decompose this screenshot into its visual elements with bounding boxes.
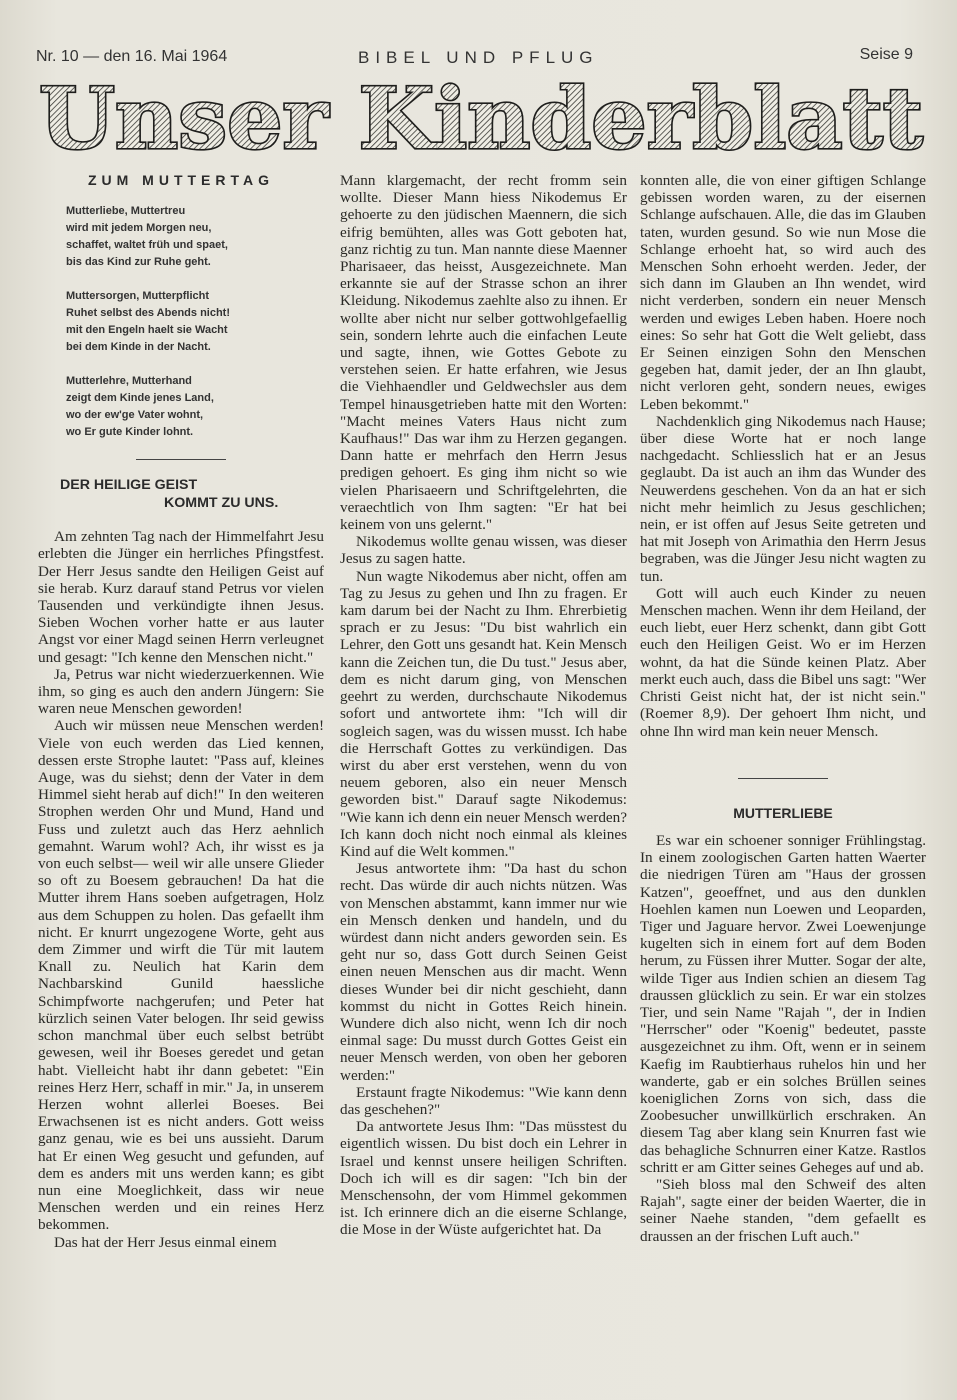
poem-line: zeigt dem Kinde jenes Land, bbox=[66, 392, 214, 405]
article-body-mutterliebe bbox=[640, 832, 926, 1245]
paragraph: Es war ein schoener sonniger Frühlingstag. In einem zoologischen Garten hatten Waerter die niedrigen Türen am "Haus der grossen Katzen", geoeffnet, und aus den dunklen Hoehlen kamen nun Loewen und Leoparden, Tiger und Jaguare hervor. Zwei Loewenjunge kugelten sich in einem fort auf dem Boden herum, zu Füssen ihrer Mutter. Sogar der alte, wilde Tiger aus Indien schien an diesem Tag draussen glücklich zu sein. Er war ein stolzes Tier, und sein Name "Rajah ", der in Indien "Herrscher" oder "Koenig" bedeutet, passte ausgezeichnet zu ihm. Oft, wenn er in seinem Kaefig im Raubtierhaus ruhelos hin und her wanderte, gab er ein solches Brüllen seines koeniglichen Zorns von sich, dass die Zoobesucher unwillkürlich erschraken. An diesem Tag aber klang sein Knurren fast wie das behagliche Schnurren einer Katze. Rastlos schritt er am Gitter seines Geheges auf und ab. bbox=[640, 831, 926, 1176]
poem-line: Mutterliebe, Muttertreu bbox=[66, 205, 186, 218]
column-1 bbox=[38, 172, 324, 1372]
divider bbox=[136, 459, 226, 460]
divider bbox=[738, 778, 828, 779]
paragraph: "Sieh bloss mal den Schweif des alten Rajah", sagte einer der beiden Waerter, die in seiner Naehe standen, "dem gefaellt es draussen an der frischen Luft auch." bbox=[640, 1175, 926, 1245]
paragraph: Jesus antwortete ihm: "Da hast du schon recht. Das würde dir auch nichts nützen. Was von Menschen abstammt, kann immer nur wie ein Mensch denken und handeln, und du würdest dann nicht anders geworden sein. Es geht nur so, dass Gott durch Seinen Geist einen neuen Menschen aus dir macht. Wenn dieses Wunder bei dir nicht geschieht, dann kommst du nicht in Gottes Reich hinein. Wundere dich also nicht, wenn Ich dir noch einmal sage: Du musst durch Gottes Geist ein neuer Mensch werden, von oben her geboren werden:" bbox=[340, 860, 627, 1084]
paragraph: Da antwortete Jesus Ihm: "Das müsstest du eigentlich wissen. Du bist doch ein Lehrer in Israel und kennst unsere heiligen Schriften. Doch ich will es dir sagen: "Ich bin der Menschensohn, der vom Himmel gekommen ist. Ich erinnere dich an die eiserne Schlange, die Mose in der Wüste aufgerichtet hat. Da bbox=[340, 1118, 627, 1239]
poem-line: wird mit jedem Morgen neu, bbox=[66, 222, 212, 235]
poem-line: wo Er gute Kinder lohnt. bbox=[66, 426, 194, 439]
poem-line: bei dem Kinde in der Nacht. bbox=[66, 341, 211, 354]
issue-date: Nr. 10 — den 16. Mai 1964 bbox=[36, 48, 228, 65]
poem-line: mit den Engeln haelt sie Wacht bbox=[66, 324, 228, 337]
poem-line: Ruhet selbst des Abends nicht! bbox=[66, 307, 231, 320]
article-title-line-2: KOMMT ZU UNS. bbox=[164, 495, 279, 512]
poem-stanza bbox=[66, 373, 324, 441]
column-3 bbox=[640, 172, 926, 1372]
poem-line: bis das Kind zur Ruhe geht. bbox=[66, 256, 211, 269]
poem-body bbox=[66, 203, 324, 441]
paragraph: Erstaunt fragte Nikodemus: "Wie kann denn das geschehen?" bbox=[340, 1083, 627, 1118]
page-number: Seise 9 bbox=[859, 46, 913, 63]
article-title-line-1: DER HEILIGE GEIST bbox=[60, 477, 198, 494]
column-2 bbox=[340, 172, 627, 1372]
paragraph: Nun wagte Nikodemus aber nicht, offen am Tag zu Jesus zu gehen und Ihn zu fragen. Er kam darum bei der Nacht zu Ihm. Ehrerbietig sprach er zu Jesus: "Du bist wahrlich ein Lehrer, den Gott uns gesandt hat. Kein Mensch kann die Zeichen tun, die Du tust." Jesus aber, dem es nicht darum ging, von Menschen geehrt zu werden, durchschaute Nikodemus sofort und antwortete ihm: "Ich will dir sogleich sagen, was du wissen musst. Ich habe die Herrschaft Gottes zu verkündigen. Das wirst du aber erst verstehen, wenn du von neuem geboren, also ein neuer Mensch geworden bist." Darauf sagte Nikodemus: "Wie kann ich denn ein neuer Mensch werden? Ich kann doch nicht noch einmal als kleines Kind auf die Welt kommen." bbox=[340, 567, 627, 860]
paragraph: Ja, Petrus war nicht wiederzuerkennen. Wie ihm, so ging es auch den andern Jüngern: Sie waren neue Menschen geworden! bbox=[38, 665, 324, 718]
paragraph: Nikodemus wollte genau wissen, was dieser Jesus zu sagen hatte. bbox=[340, 533, 627, 568]
poem-line: Mutterlehre, Mutterhand bbox=[66, 375, 192, 388]
article-title bbox=[38, 476, 324, 512]
paragraph: Gott will auch euch Kinder zu neuen Menschen machen. Wenn ihr dem Heiland, der euch liebt, euer Herz schenkt, dann gibt Gott euch den Heiligen Geist. Wo er im Herzen wohnt, da hat die Sünde keinen Platz. Aber merkt euch auch, dass die Bibel uns sagt: "Wer Christi Geist nicht hat, der ist nicht sein." (Roemer 8,9). Der gehoert Ihm nicht, und ohne Ihn wird man kein neuer Mensch. bbox=[640, 584, 926, 740]
poem-stanza bbox=[66, 203, 324, 271]
poem-line: Muttersorgen, Mutterpflicht bbox=[66, 290, 209, 303]
publication-name: BIBEL UND PFLUG bbox=[358, 48, 599, 67]
masthead-title bbox=[36, 80, 926, 160]
paragraph: Auch wir müssen neue Menschen werden! Viele von euch werden das Lied kennen, dessen erste Strophe lautet: "Pass auf, kleines Auge, was du siehst; denn der Vater in dem Himmel sieht herab auf dich!" In den weiteren Strophen werden Ohr und Mund, Hand und Fuss und zuletzt auch das Herz aehnlich gemahnt. Warum wohl? Ach, ihr wisst es ja von euch selbst— weil wir alle unsere Glieder so oft zu Boesem gebrauchen! Da hat die Mutter ihrem Hans soeben aufgetragen, Holz aus dem Schuppen zu holen. Das gefaellt ihm nicht. Er knurrt ungezogene Worte, geht aus dem Zimmer und wirft die Tür mit lautem Knall zu. Neulich hat Karin dem Nachbarskind Gunild haessliche Schimpfworte nachgerufen; und Peter hat kürzlich seinen Vater belogen. Ihr seid gewiss schon manchmal über euch selbst betrübt gewesen, weil ihr Boeses geredet und getan habt. Vielleicht habt ihr dann gebetet: "Ein reines Herz Herr, schaff in mir." Ja, in unserem Herzen wohnt allerlei Boeses. Bei Erwachsenen ist es nicht anders. Gott weiss ganz genau, wie es bei uns aussieht. Darum hat Er einen Weg gesucht und gefunden, auf dem es anders mit uns werden kann; es gibt nun eine Moeglichkeit, dass wir neue Menschen werden und ein reines Herz bekommen. bbox=[38, 717, 324, 1234]
article-body-col1 bbox=[38, 528, 324, 1251]
poem-title: ZUM MUTTERTAG bbox=[87, 172, 275, 188]
article-body-col3 bbox=[640, 172, 926, 740]
svg-text:Unser Kinderblatt: Unser Kinderblatt bbox=[39, 80, 924, 160]
paragraph: Am zehnten Tag nach der Himmelfahrt Jesu erlebten die Jünger ein herrliches Pfingstfest. Der Herr Jesus sandte den Heiligen Geist auf sie herab. Kurz darauf stand Petrus vor vielen Tausenden und verkündigte ihnen Jesus. Sieben Wochen vorher hatte er aus lauter Angst vor einer Magd seinen Herrn verleugnet und gesagt: "Ich kenne den Menschen nicht." bbox=[38, 528, 324, 666]
paragraph: Das hat der Herr Jesus einmal einem bbox=[54, 1233, 277, 1251]
paragraph: Mann klargemacht, der recht fromm sein wollte. Dieser Mann hiess Nikodemus Er gehoerte zu den jüdischen Maennern, die sich eifrig bemühten, alles was Gott geboten hat, ganz richtig zu tun. Man nannte diese Maenner Pharisaeer, das heisst, Ausgezeichnete. Man erkannte sie auf der Strasse schon an ihrer Kleidung. Nikodemus zaehlte also zu ihnen. Er wollte aber nicht nur selber gottwohlgefaellig sein, sondern lehrte auch die einfachen Leute und sagte, ihnen, wie Gottes Gebote zu verstehen seien. Er hatte erfahren, wie Jesus die Viehhaendler und Geldwechsler aus dem Tempel hinausgetrieben hatte mit den Worten: "Macht meines Vaters Haus nicht zum Kaufhaus!" Das war ihm zu Herzen gegangen. Dann hatte er mehrfach den Herrn Jesus predigen gehoert. Es ging ihm nicht so wie vielen Pharisaeern und Schriftgelehrten, die veraechtlich von Ihm sagten: "Er hat bei keinem von uns gelernt." bbox=[340, 172, 627, 534]
paragraph: konnten alle, die von einer giftigen Schlange gebissen worden waren, zu der eisernen Schlange aufschauen. Alle, die das im Glauben taten, wurden gesund. So wie nun Mose die Schlange erhoeht hat, so wird auch des Menschen Sohn erhoeht werden. Jeder, der sich dann im Glauben an Ihn wendet, wird nicht verderben, sondern ein neuer Mensch werden und ewiges Leben haben. Hoere noch eines: So sehr hat Gott die Welt geliebt, dass Er Seinen einzigen Sohn den Menschen gegeben hat, damit jeder, der an Ihn glaubt, nicht verloren geht, sondern neues, ewiges Leben bekommt." bbox=[640, 172, 926, 413]
poem-stanza bbox=[66, 288, 324, 356]
article-title-mutterliebe: MUTTERLIEBE bbox=[733, 804, 833, 821]
paragraph: Nachdenklich ging Nikodemus nach Hause; über diese Worte hat er noch lange nachgedacht. Schliesslich hat er an Jesus geglaubt. Da ist auch an ihm das Wunder des Neuwerdens geschehen. Von da an hat er sich nicht mehr heimlich zu Jesus geschlichen; nein, er ist offen auf Jesus Seite getreten und hat mit Joseph von Arimathia den Herrn Jesus begraben, was die Jünger Jesu nicht wagten zu tun. bbox=[640, 412, 926, 585]
poem-line: schaffet, waltet früh und spaet, bbox=[66, 239, 228, 252]
running-head bbox=[36, 44, 921, 74]
article-body-col2 bbox=[340, 172, 627, 1239]
poem-line: wo der ew'ge Vater wohnt, bbox=[66, 409, 204, 422]
